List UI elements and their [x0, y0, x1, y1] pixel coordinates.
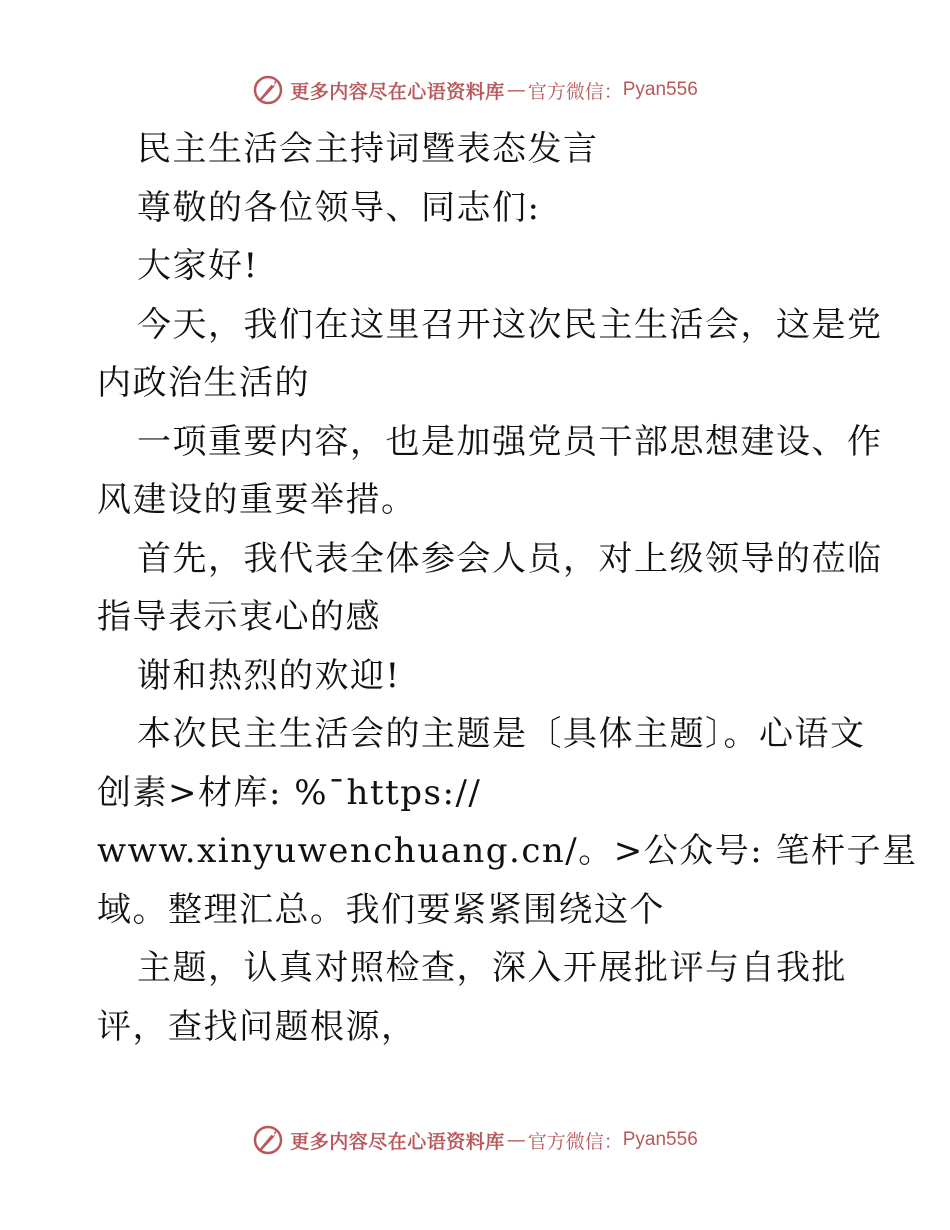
paragraph-line: 谢和热烈的欢迎!: [137, 655, 401, 696]
quill-pen-logo-icon: [252, 74, 284, 106]
paragraph-line: 主题，认真对照检查，深入开展批评与自我批: [137, 948, 847, 988]
footer-slogan: 更多内容尽在心语资料库: [290, 1130, 505, 1153]
greeting: 大家好!: [137, 246, 259, 286]
document-body: [97, 120, 918, 1056]
quill-pen-logo-icon: [252, 1124, 284, 1156]
paragraph-line: 首先，我代表全体参会人员，对上级领导的莅临: [137, 538, 883, 579]
salutation: 尊敬的各位领导、同志们:: [137, 187, 541, 228]
footer-banner: [0, 1120, 950, 1160]
paragraph-line: 评，查找问题根源，: [97, 1006, 417, 1047]
paragraph-line: 域。整理汇总。我们要紧紧围绕这个: [97, 889, 665, 930]
paragraph-line: www.xinyuwenchuang.cn/。>公众号: 笔杆子星: [97, 831, 918, 871]
footer-account: Pyan556: [622, 1129, 698, 1150]
paragraph-line: 内政治生活的: [97, 363, 310, 403]
header-slogan: 更多内容尽在心语资料库: [290, 80, 505, 103]
paragraph-line: 指导表示衷心的感: [97, 597, 381, 637]
paragraph-line: 风建设的重要举措。: [97, 480, 417, 520]
header-account: Pyan556: [622, 79, 698, 100]
header-official-label: 官方微信：: [527, 80, 623, 103]
header-banner: [0, 70, 950, 110]
paragraph-line: 创素>材库: %¯https://: [97, 772, 482, 813]
document-title: 民主生活会主持词暨表态发言: [137, 129, 599, 169]
footer-official-label: 官方微信：: [527, 1130, 623, 1153]
paragraph-line: 一项重要内容，也是加强党员干部思想建设、作: [137, 421, 883, 462]
header-dash: —: [506, 79, 526, 101]
footer-dash: —: [506, 1129, 526, 1151]
paragraph-line: 本次民主生活会的主题是〔具体主题〕。心语文: [137, 714, 866, 754]
paragraph-line: 今天，我们在这里召开这次民主生活会，这是党: [137, 304, 883, 345]
